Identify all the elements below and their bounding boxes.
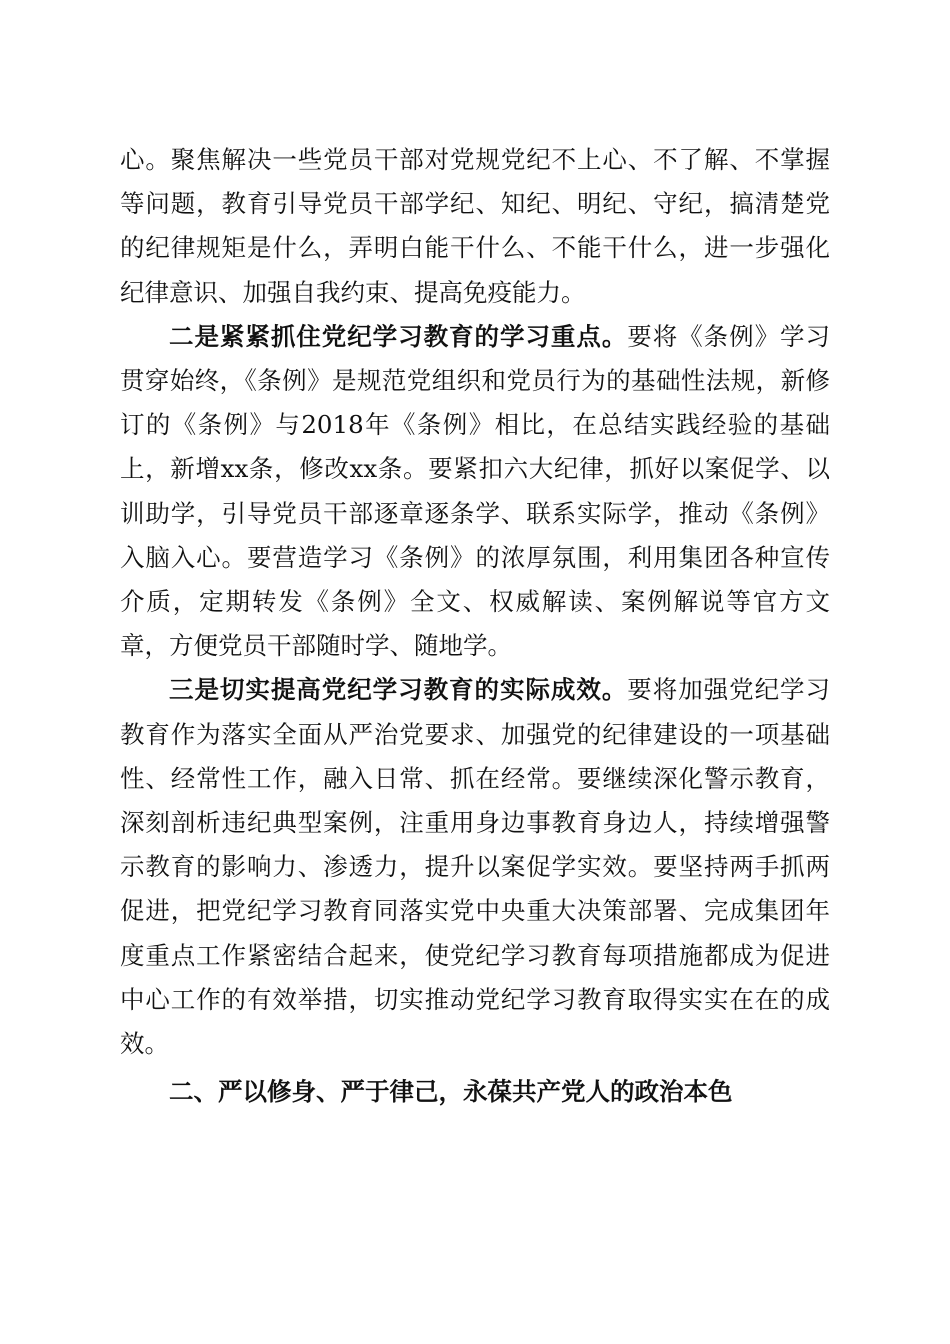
paragraph-continuation	[120, 138, 830, 315]
section-heading: 二、严以修身、严于律己，永葆共产党人的政治本色	[169, 1077, 733, 1107]
paragraph-practical-effect	[120, 668, 830, 1066]
document-body	[120, 138, 830, 1114]
paragraph-lead: 二是紧紧抓住党纪学习教育的学习重点。	[169, 321, 628, 351]
paragraph-lead: 三是切实提高党纪学习教育的实际成效。	[169, 675, 628, 705]
paragraph-text: 要将加强党纪学习教育作为落实全面从严治党要求、加强党的纪律建设的一项基础性、经常性工作，融入日常、抓在经常。要继续深化警示教育，深刻剖析违纪典型案例，注重用身边事教育身边人，持续增强警示教育的影响力、渗透力，提升以案促学实效。要坚持两手抓两促进，把党纪学习教育同落实党中央重大决策部署、完成集团年度重点工作紧密结合起来，使党纪学习教育每项措施都成为促进中心工作的有效举措，切实推动党纪学习教育取得实实在在的成效。	[120, 675, 831, 1059]
paragraph-text: 要将《条例》学习贯穿始终，《条例》是规范党组织和党员行为的基础性法规，新修订的《条例》与2018年《条例》相比，在总结实践经验的基础上，新增xx条，修改xx条。要紧扣六大纪律，抓好以案促学、以训助学，引导党员干部逐章逐条学、联系实际学，推动《条例》入脑入心。要营造学习《条例》的浓厚氛围，利用集团各种宣传介质，定期转发《条例》全文、权威解读、案例解说等官方文章，方便党员干部随时学、随地学。	[120, 321, 831, 661]
paragraph-text: 心。聚焦解决一些党员干部对党规党纪不上心、不了解、不掌握等问题，教育引导党员干部学纪、知纪、明纪、守纪，搞清楚党的纪律规矩是什么，弄明白能干什么、不能干什么，进一步强化纪律意识、加强自我约束、提高免疫能力。	[120, 145, 830, 307]
paragraph-study-focus	[120, 315, 830, 669]
